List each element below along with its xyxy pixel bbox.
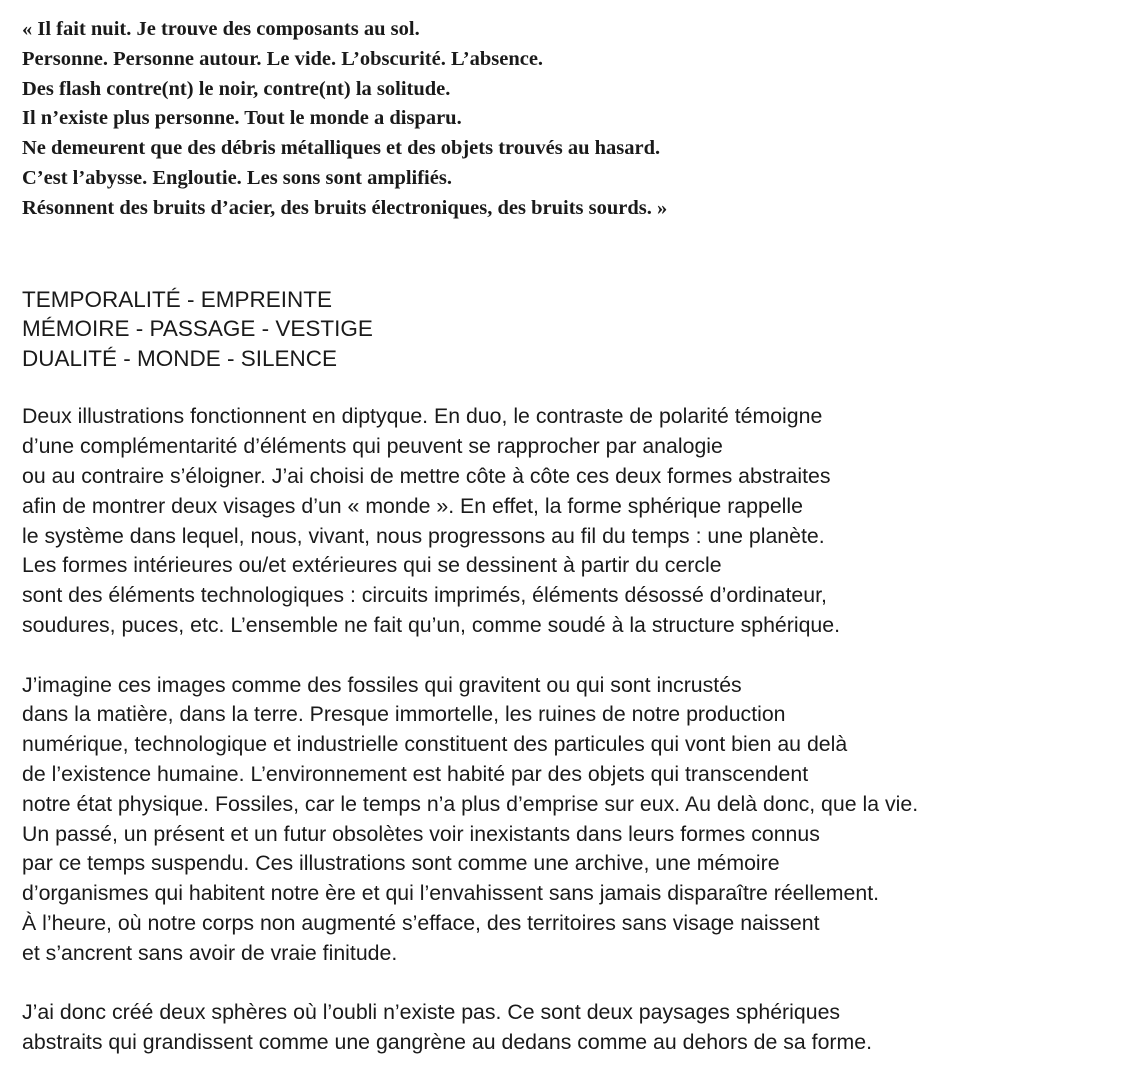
paragraph-line: d’organismes qui habitent notre ère et qui l’envahissent sans jamais disparaître réellement. bbox=[22, 881, 880, 906]
paragraph-line: Deux illustrations fonctionnent en diptyque. En duo, le contraste de polarité témoigne bbox=[22, 404, 823, 429]
paragraph-line: notre état physique. Fossiles, car le temps n’a plus d’emprise sur eux. Au delà donc, que la vie. bbox=[22, 791, 919, 816]
paragraph-spheres bbox=[22, 998, 1122, 1058]
quote-line: Des flash contre(nt) le noir, contre(nt) la solitude. bbox=[22, 77, 451, 100]
quote-line: Il n’existe plus personne. Tout le monde a disparu. bbox=[22, 107, 462, 130]
keyword-list bbox=[22, 285, 1122, 374]
paragraph-fossiles bbox=[22, 671, 1122, 969]
paragraph-line: d’une complémentarité d’éléments qui peuvent se rapprocher par analogie bbox=[22, 434, 723, 459]
document-page bbox=[22, 15, 1122, 1058]
quote-line: Personne. Personne autour. Le vide. L’obscurité. L’absence. bbox=[22, 47, 544, 70]
paragraph-line: ou au contraire s’éloigner. J’ai choisi de mettre côte à côte ces deux formes abstraites bbox=[22, 463, 831, 488]
quote-line: « Il fait nuit. Je trouve des composants au sol. bbox=[22, 18, 420, 40]
paragraph-line: À l’heure, où notre corps non augmenté s’efface, des territoires sans visage naissent bbox=[22, 910, 820, 935]
quote-line: C’est l’abysse. Engloutie. Les sons sont amplifiés. bbox=[22, 166, 452, 189]
paragraph-line: numérique, technologique et industrielle constituent des particules qui vont bien au delà bbox=[22, 732, 848, 757]
opening-quote bbox=[22, 15, 1122, 224]
paragraph-line: par ce temps suspendu. Ces illustrations sont comme une archive, une mémoire bbox=[22, 851, 780, 876]
paragraph-line: de l’existence humaine. L’environnement est habité par des objets qui transcendent bbox=[22, 761, 809, 786]
paragraph-line: dans la matière, dans la terre. Presque immortelle, les ruines de notre production bbox=[22, 702, 786, 727]
paragraph-line: Les formes intérieures ou/et extérieures qui se dessinent à partir du cercle bbox=[22, 553, 722, 578]
paragraph-line: abstraits qui grandissent comme une gangrène au dedans comme au dehors de sa forme. bbox=[22, 1030, 873, 1055]
paragraph-line: sont des éléments technologiques : circuits imprimés, éléments désossé d’ordinateur, bbox=[22, 583, 827, 608]
paragraph-line: le système dans lequel, nous, vivant, nous progressons au fil du temps : une planète. bbox=[22, 523, 825, 548]
paragraph-line: afin de montrer deux visages d’un « monde ». En effet, la forme sphérique rappelle bbox=[22, 493, 803, 518]
paragraph-line: Un passé, un présent et un futur obsolètes voir inexistants dans leurs formes connus bbox=[22, 821, 820, 846]
paragraph-diptyque bbox=[22, 402, 1122, 640]
paragraph-line: et s’ancrent sans avoir de vraie finitude. bbox=[22, 940, 398, 965]
paragraph-line: J’ai donc créé deux sphères où l’oubli n’existe pas. Ce sont deux paysages sphériques bbox=[22, 1000, 841, 1025]
quote-line: Ne demeurent que des débris métalliques et des objets trouvés au hasard. bbox=[22, 137, 661, 160]
quote-line: Résonnent des bruits d’acier, des bruits électroniques, des bruits sourds. » bbox=[22, 196, 668, 219]
keyword-line: MÉMOIRE - PASSAGE - VESTIGE bbox=[22, 316, 373, 342]
paragraph-line: J’imagine ces images comme des fossiles qui gravitent ou qui sont incrustés bbox=[22, 672, 742, 697]
keyword-line: TEMPORALITÉ - EMPREINTE bbox=[22, 286, 333, 312]
keyword-line: DUALITÉ - MONDE - SILENCE bbox=[22, 345, 338, 371]
paragraph-line: soudures, puces, etc. L’ensemble ne fait qu’un, comme soudé à la structure sphérique. bbox=[22, 612, 841, 637]
